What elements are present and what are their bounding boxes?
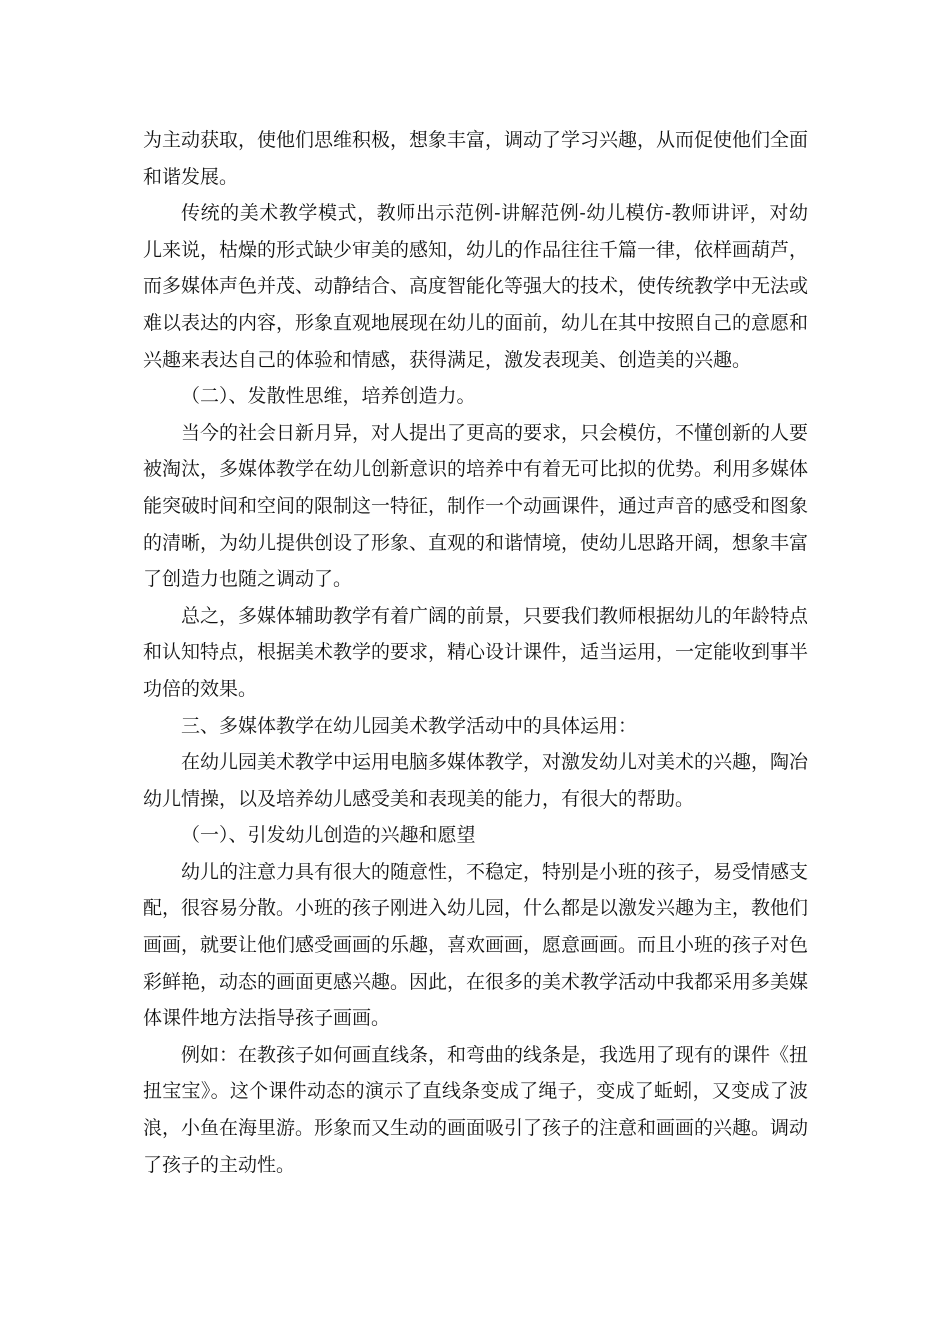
paragraph: 例如：在教孩子如何画直线条，和弯曲的线条是，我选用了现有的课件《扭扭宝宝》。这个课件动态的演示了直线条变成了绳子，变成了蚯蚓，又变成了波浪，小鱼在海里游。形象而又生动的画面吸引了孩子的注意和画画的兴趣。调动了孩子的主动性。 [143, 1043, 809, 1176]
paragraph: 在幼儿园美术教学中运用电脑多媒体教学，对激发幼儿对美术的兴趣，陶冶幼儿情操，以及培养幼儿感受美和表现美的能力，有很大的帮助。 [143, 751, 809, 810]
document-body [143, 122, 808, 1183]
section-heading: 三、多媒体教学在幼儿园美术教学活动中的具体运用： [181, 714, 638, 737]
paragraph: 传统的美术教学模式，教师出示范例-讲解范例-幼儿模仿-教师讲评，对幼儿来说，枯燥的形式缺少审美的感知，幼儿的作品往往千篇一律，依样画葫芦，而多媒体声色并茂、动静结合、高度智能化等强大的技术，使传统教学中无法或难以表达的内容，形象直观地展现在幼儿的面前，幼儿在其中按照自己的意愿和兴趣来表达自己的体验和情感，获得满足，激发表现美、创造美的兴趣。 [143, 202, 809, 371]
section-heading: （一）、引发幼儿创造的兴趣和愿望 [181, 824, 476, 847]
section-heading: （二）、发散性思维，培养创造力。 [181, 385, 476, 408]
paragraph: 当今的社会日新月异，对人提出了更高的要求，只会模仿，不懂创新的人要被淘汰，多媒体教学在幼儿创新意识的培养中有着无可比拟的优势。利用多媒体能突破时间和空间的限制这一特征，制作一个动画课件，通过声音的感受和图象的清晰，为幼儿提供创设了形象、直观的和谐情境，使幼儿思路开阔，想象丰富了创造力也随之调动了。 [143, 421, 809, 591]
paragraph: 为主动获取，使他们思维积极，想象丰富，调动了学习兴趣，从而促使他们全面和谐发展。 [143, 129, 809, 188]
paragraph: 幼儿的注意力具有很大的随意性，不稳定，特别是小班的孩子，易受情感支配，很容易分散。小班的孩子刚进入幼儿园，什么都是以激发兴趣为主，教他们画画，就要让他们感受画画的乐趣，喜欢画画，愿意画画。而且小班的孩子对色彩鲜艳，动态的画面更感兴趣。因此，在很多的美术教学活动中我都采用多美媒体课件地方法指导孩子画画。 [143, 860, 809, 1030]
paragraph: 总之，多媒体辅助教学有着广阔的前景，只要我们教师根据幼儿的年龄特点和认知特点，根据美术教学的要求，精心设计课件，适当运用，一定能收到事半功倍的效果。 [143, 604, 809, 700]
